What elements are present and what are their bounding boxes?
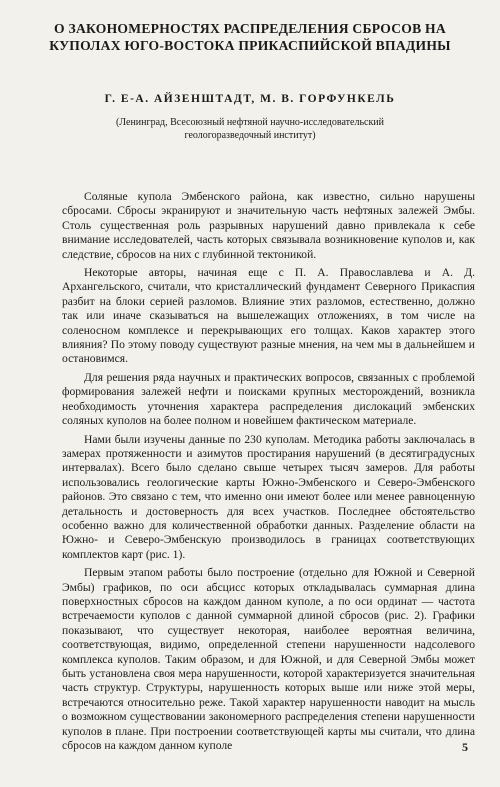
paragraph: Нами были изучены данные по 230 куполам. Методика работы заключалась в замерах протяженности и азимутов простирания нарушений (в десятиградусных интервалах). Всего было сделано свыше четырех тысяч замеров. Для работы использовались геологические карты Южно-Эмбенского и Северо-Эмбенского районов. Это связано с тем, что именно они имеют более или менее равноценную детальность и достоверность для всех участков. Последнее обстоятельство особенно важно для количественной обработки данных. Разделение области на Южно- и Северо-Эмбенскую производилось в границах соответствующих комплектов карт (рис. 1). (62, 432, 475, 561)
paragraph: Некоторые авторы, начиная еще с П. А. Православлева и А. Д. Архангельского, считали, что кристаллический фундамент Северного Прикаспия разбит на блоки серией разломов. Влияние этих разломов, естественно, должно так или иначе сказываться на вышележащих отложениях, в том числе на соленосном комплексе и перекрывающих его толщах. Каков характер этого влияния? По этому поводу существуют разные мнения, на чем мы в дальнейшем и остановимся. (62, 266, 475, 366)
paragraph: Соляные купола Эмбенского района, как известно, сильно нарушены сбросами. Сбросы экранируют и значительную часть нефтяных залежей Эмбы. Столь существенная роль разрывных нарушений давно привлекала к себе внимание исследователей, часть которых связывала возникновение куполов и, как следствие, сбросов на них с глубинной тектоникой. (62, 190, 475, 261)
article-body (62, 190, 475, 757)
page-number: 5 (462, 740, 468, 754)
authors: Г. Е-А. АЙЗЕНШТАДТ, М. В. ГОРФУНКЕЛЬ (104, 93, 396, 105)
affiliation: (Ленинград, Всесоюзный нефтяной научно-исследовательский геологоразведочный институт) (115, 117, 385, 141)
paragraph: Первым этапом работы было построение (отдельно для Южной и Северной Эмбы) графиков, по оси абсцисс которых откладывалась суммарная длина поверхностных сбросов на каждом данном куполе, а по оси ординат — частота встречаемости куполов с данной суммарной длиной сбросов (рис. 2). Графики показывают, что существует некоторая, наиболее вероятная величина, соответствующая, видимо, определенной степени нарушенности надсолевого комплекса куполов. Таким образом, и для Южной, и для Северной Эмбы может быть установлена своя мера нарушенности, которой характеризуется значительная часть структур. Структуры, нарушенность которых выше или ниже этой меры, встречаются относительно реже. Такой характер нарушенности наводит на мысль о возможном существовании закономерного распределения степени нарушенности куполов в плане. При построении соответствующей карты мы считали, что длина сбросов на каждом данном куполе (62, 566, 475, 753)
paragraph: Для решения ряда научных и практических вопросов, связанных с проблемой формирования залежей нефти и поисками крупных месторождений, возникла необходимость уточнения характера распределения дислокаций эмбенских соляных куполов на более полном и новейшем фактическом материале. (62, 370, 475, 428)
article-title: О ЗАКОНОМЕРНОСТЯХ РАСПРЕДЕЛЕНИЯ СБРОСОВ НА КУПОЛАХ ЮГО-ВОСТОКА ПРИКАСПИЙСКОЙ ВПАДИНЫ (49, 21, 451, 53)
